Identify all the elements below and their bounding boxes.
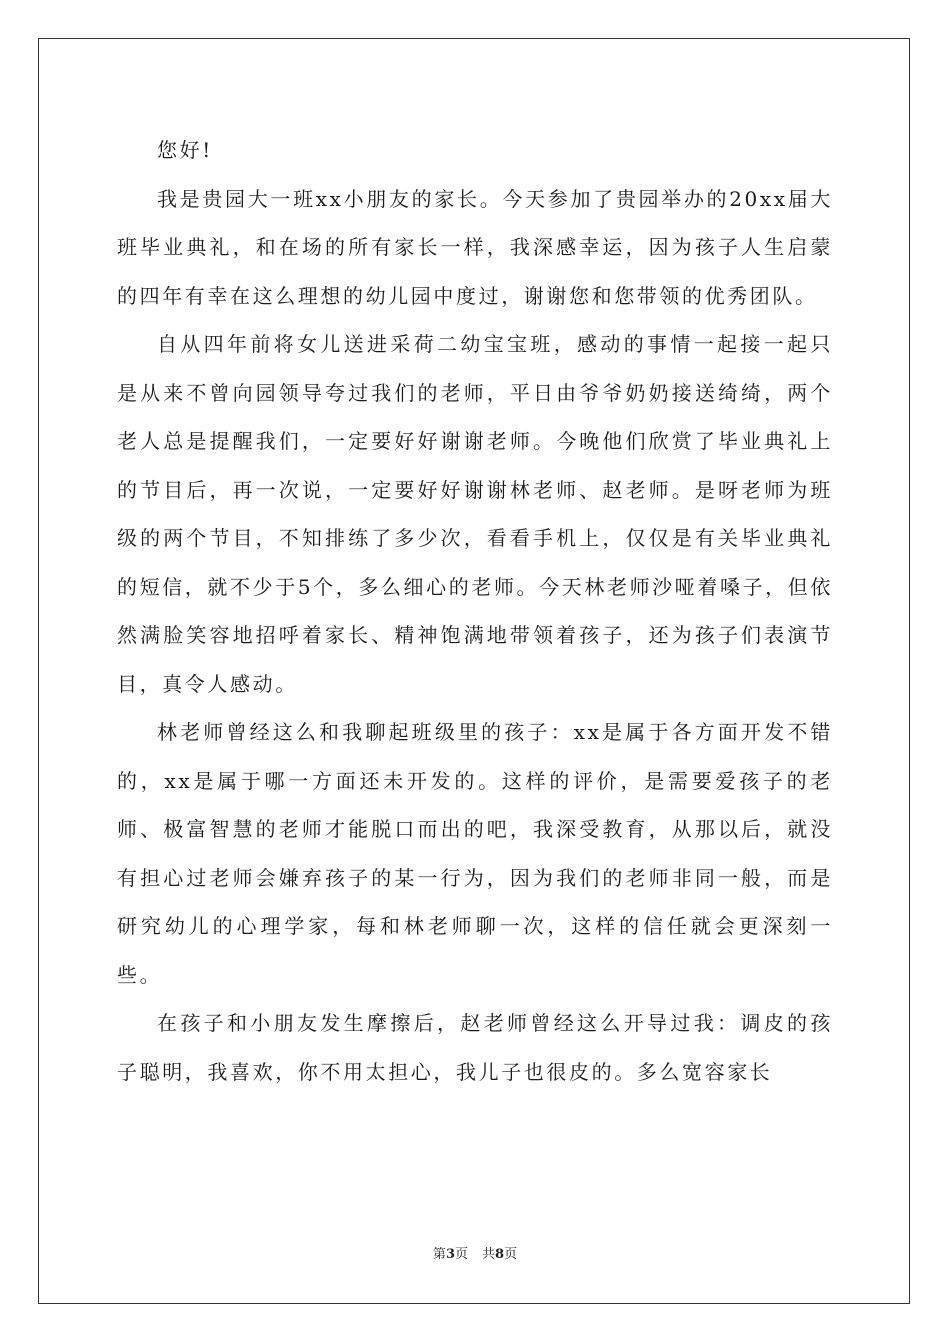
paragraph: 我是贵园大一班xx小朋友的家长。今天参加了贵园举办的20xx届大班毕业典礼，和在场的所有家长一样，我深感幸运，因为孩子人生启蒙的四年有幸在这么理想的幼儿园中度过，谢谢您和您带领的优秀团队。: [117, 186, 833, 308]
page-number-suffix: 页: [454, 1247, 468, 1262]
paragraph: 自从四年前将女儿送进采荷二幼宝宝班，感动的事情一起接一起只是从来不曾向园领导夸过我们的老师，平日由爷爷奶奶接送绮绮，两个老人总是提醒我们，一定要好好谢谢老师。今晚他们欣赏了毕业典礼上的节目后，再一次说，一定要好好谢谢林老师、赵老师。是呀老师为班级的两个节目，不知排练了多少次，看看手机上，仅仅是有关毕业典礼的短信，就不少于5个，多么细心的老师。今天林老师沙哑着嗓子，但依然满脸笑容地招呼着家长、精神饱满地带领着孩子，还为孩子们表演节目，真令人感动。: [117, 332, 833, 696]
total-pages-suffix: 页: [504, 1247, 518, 1262]
total-page-count: 8: [495, 1247, 505, 1262]
paragraph: 林老师曾经这么和我聊起班级里的孩子：xx是属于各方面开发不错的，xx是属于哪一方面还未开发的。这样的评价，是需要爱孩子的老师、极富智慧的老师才能脱口而出的吧，我深受教育，从那以后，就没有担心过老师会嫌弃孩子的某一行为，因为我们的老师非同一般，而是研究幼儿的心理学家，每和林老师聊一次，这样的信任就会更深刻一些。: [117, 720, 833, 987]
document-body: [117, 126, 833, 1096]
paragraph: 在孩子和小朋友发生摩擦后，赵老师曾经这么开导过我：调皮的孩子聪明，我喜欢，你不用太担心，我儿子也很皮的。多么宽容家长: [117, 1011, 833, 1084]
greeting: 您好!: [157, 138, 213, 162]
page-footer: [0, 1245, 950, 1265]
page-number-prefix: 第: [432, 1247, 446, 1262]
current-page-number: 3: [445, 1247, 455, 1262]
total-pages-prefix: 共: [482, 1247, 496, 1262]
